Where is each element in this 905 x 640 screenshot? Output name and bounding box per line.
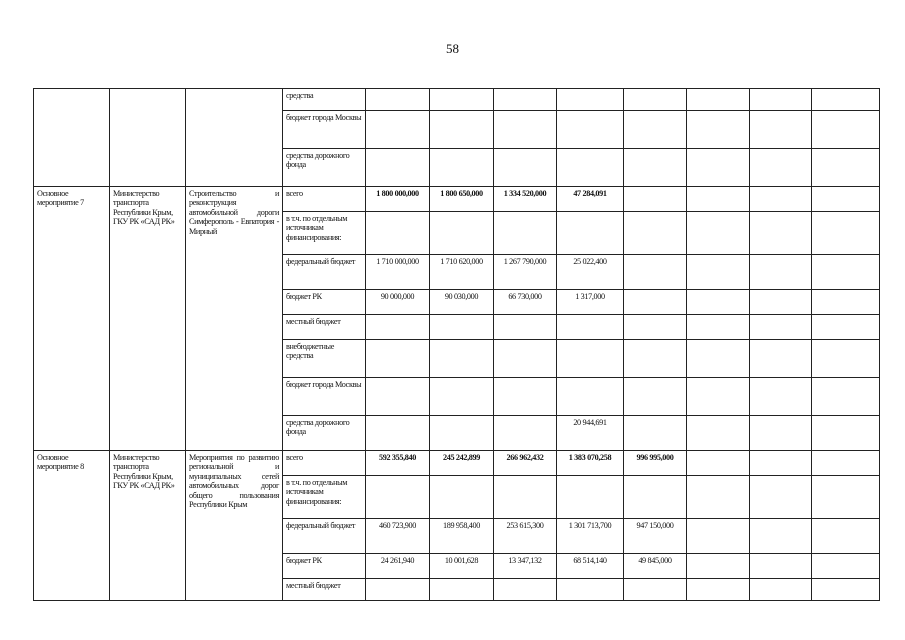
amount-cell [557,212,624,255]
amount-cell: 1 383 070,258 [557,451,624,476]
amount-cell: 24 261,940 [366,554,430,579]
amount-cell [750,554,812,579]
amount-cell [494,315,557,340]
amount-cell [366,89,430,111]
amount-cell: 13 347,132 [494,554,557,579]
amount-cell [687,212,750,255]
funding-source-cell: бюджет города Москвы [283,111,366,149]
amount-cell [687,187,750,212]
amount-cell [750,579,812,601]
amount-cell [812,476,880,519]
amount-cell: 47 284,091 [557,187,624,212]
table-row [34,187,880,212]
amount-cell [750,451,812,476]
amount-cell [687,149,750,187]
amount-cell [366,212,430,255]
amount-cell: 1 710 000,000 [366,255,430,290]
amount-cell [812,290,880,315]
amount-cell [624,290,687,315]
amount-cell [624,212,687,255]
funding-source-cell: местный бюджет [283,579,366,601]
amount-cell [687,579,750,601]
funding-source-cell: всего [283,451,366,476]
funding-source-cell: в т.ч. по отдельным источникам финансирования: [283,476,366,519]
amount-cell [687,340,750,378]
funding-source-cell: средства дорожного фонда [283,416,366,451]
amount-cell [494,378,557,416]
amount-cell [750,111,812,149]
amount-cell [750,476,812,519]
amount-cell [812,89,880,111]
amount-cell [557,340,624,378]
amount-cell [624,111,687,149]
executor-cell: Министерство транспорта Республики Крым, ГКУ РК «САД РК» [110,187,186,451]
amount-cell: 1 267 790,000 [494,255,557,290]
amount-cell [750,89,812,111]
amount-cell [750,187,812,212]
amount-cell: 20 944,691 [557,416,624,451]
amount-cell: 1 800 650,000 [430,187,494,212]
amount-cell: 90 030,000 [430,290,494,315]
amount-cell [366,476,430,519]
amount-cell [687,378,750,416]
measure-title-cell: Основное мероприятие 8 [34,451,110,601]
amount-cell [750,340,812,378]
amount-cell [557,315,624,340]
amount-cell [812,111,880,149]
amount-cell [750,149,812,187]
amount-cell [812,315,880,340]
executor-cell [110,89,186,187]
amount-cell [430,89,494,111]
amount-cell [494,149,557,187]
funding-source-cell: внебюджетные средства [283,340,366,378]
amount-cell [687,451,750,476]
amount-cell [812,212,880,255]
amount-cell: 947 150,000 [624,519,687,554]
amount-cell [494,579,557,601]
amount-cell: 49 845,000 [624,554,687,579]
page-number: 58 [446,41,459,56]
amount-cell [750,519,812,554]
amount-cell [750,290,812,315]
amount-cell [624,340,687,378]
amount-cell [812,149,880,187]
amount-cell: 189 958,400 [430,519,494,554]
amount-cell [430,579,494,601]
amount-cell [430,315,494,340]
amount-cell [494,89,557,111]
amount-cell [494,476,557,519]
amount-cell [366,416,430,451]
amount-cell [624,378,687,416]
funding-source-cell: средства [283,89,366,111]
amount-cell: 10 001,628 [430,554,494,579]
amount-cell [366,315,430,340]
amount-cell [812,451,880,476]
amount-cell: 68 514,140 [557,554,624,579]
amount-cell [624,315,687,340]
amount-cell [812,554,880,579]
amount-cell [750,212,812,255]
amount-cell [494,416,557,451]
amount-cell [366,340,430,378]
amount-cell [687,476,750,519]
amount-cell: 1 317,000 [557,290,624,315]
measure-title-cell [34,89,110,187]
amount-cell [750,378,812,416]
executor-cell: Министерство транспорта Республики Крым, ГКУ РК «САД РК» [110,451,186,601]
amount-cell [687,315,750,340]
amount-cell [624,416,687,451]
amount-cell: 996 995,000 [624,451,687,476]
amount-cell [624,579,687,601]
amount-cell: 266 962,432 [494,451,557,476]
funding-source-cell: федеральный бюджет [283,519,366,554]
funding-source-cell: средства дорожного фонда [283,149,366,187]
table-row [34,451,880,476]
amount-cell [812,416,880,451]
amount-cell [750,416,812,451]
amount-cell: 1 800 000,000 [366,187,430,212]
amount-cell [430,416,494,451]
amount-cell [812,579,880,601]
amount-cell [812,340,880,378]
amount-cell [557,579,624,601]
amount-cell [366,149,430,187]
amount-cell [812,519,880,554]
measure-description-cell [186,89,283,187]
amount-cell [687,255,750,290]
amount-cell [366,378,430,416]
amount-cell [557,89,624,111]
amount-cell [750,255,812,290]
amount-cell [494,212,557,255]
amount-cell: 592 355,840 [366,451,430,476]
amount-cell: 460 723,900 [366,519,430,554]
amount-cell: 1 301 713,700 [557,519,624,554]
funding-source-cell: бюджет города Москвы [283,378,366,416]
amount-cell [624,89,687,111]
amount-cell [557,476,624,519]
amount-cell [430,149,494,187]
funding-source-cell: бюджет РК [283,290,366,315]
amount-cell [624,149,687,187]
measure-title-cell: Основное мероприятие 7 [34,187,110,451]
amount-cell [687,416,750,451]
amount-cell [624,476,687,519]
measure-description-cell: Мероприятия по развитию региональной и муниципальных сетей автомобильных дорог общего пользования Республики Крым [186,451,283,601]
amount-cell [557,111,624,149]
funding-source-cell: всего [283,187,366,212]
amount-cell [750,315,812,340]
amount-cell [624,187,687,212]
amount-cell [430,340,494,378]
amount-cell: 66 730,000 [494,290,557,315]
amount-cell [494,111,557,149]
budget-table [33,88,880,601]
amount-cell [430,212,494,255]
amount-cell [430,378,494,416]
amount-cell: 1 710 620,000 [430,255,494,290]
amount-cell [687,111,750,149]
amount-cell: 245 242,899 [430,451,494,476]
amount-cell [494,340,557,378]
amount-cell [624,255,687,290]
amount-cell [812,187,880,212]
table-row [34,89,880,111]
amount-cell [687,554,750,579]
measure-description-cell: Строительство и реконструкция автомобильной дороги Симферополь - Евпатория - Мирный [186,187,283,451]
amount-cell [687,519,750,554]
amount-cell [812,378,880,416]
amount-cell [812,255,880,290]
amount-cell [687,290,750,315]
amount-cell [366,579,430,601]
funding-source-cell: бюджет РК [283,554,366,579]
amount-cell [430,476,494,519]
amount-cell [687,89,750,111]
amount-cell: 253 615,300 [494,519,557,554]
amount-cell [557,149,624,187]
amount-cell: 1 334 520,000 [494,187,557,212]
amount-cell [366,111,430,149]
funding-source-cell: местный бюджет [283,315,366,340]
amount-cell: 25 022,400 [557,255,624,290]
amount-cell [557,378,624,416]
amount-cell: 90 000,000 [366,290,430,315]
funding-source-cell: федеральный бюджет [283,255,366,290]
funding-source-cell: в т.ч. по отдельным источникам финансирования: [283,212,366,255]
amount-cell [430,111,494,149]
